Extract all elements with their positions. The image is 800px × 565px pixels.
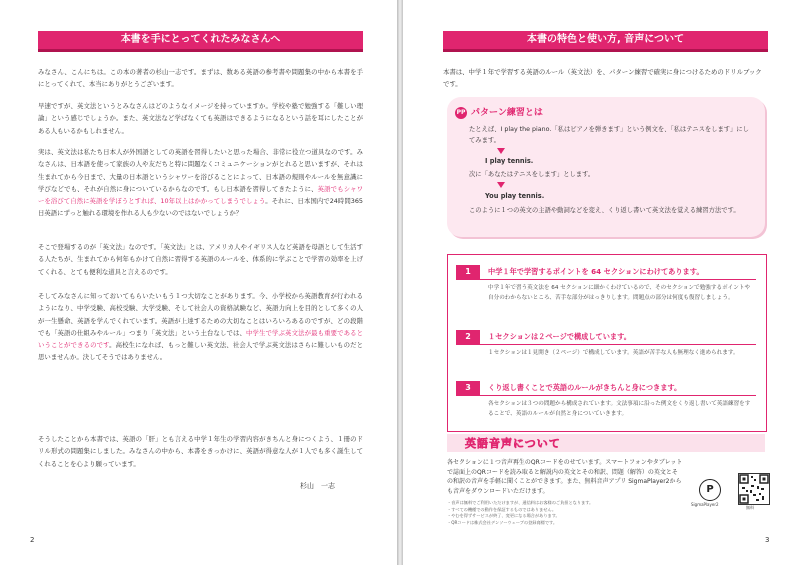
feature-1-number: 1 — [456, 265, 480, 279]
audio-section-header — [447, 434, 765, 452]
left-page-banner: 本書を手にとってくれたみなさんへ — [38, 31, 363, 52]
feature-1-title — [456, 265, 756, 280]
audio-note-3: ・やむを得ずサービスが終了、変更になる場合があります。 — [447, 513, 560, 518]
feature-3-title — [456, 381, 756, 396]
feature-3-number: 3 — [456, 381, 480, 395]
right-page-banner: 本書の特色と使い方, 音声について — [443, 31, 768, 52]
paragraph-grammar-tool-tail: 。それに、日本国内で24時間365日英語にずっと触れる環境を作れる人も少ないのではないでしょうか？ — [38, 197, 363, 218]
pattern-practice-card — [447, 97, 765, 237]
page-number-right: 3 — [765, 536, 770, 544]
highlight-ten-years: 英語でもシャワーを浴びて自然に英語を学ぼうとすれば、10年以上はかかってしまうでしょう — [38, 184, 364, 206]
features-box — [447, 254, 767, 432]
paragraph-closing: そうしたことから本書では、英語の「肝」とも言える中学１年生の学習内容がきちんと身につくよう、１冊のドリル形式の問題集にしました。みなさんの中から、本書をきっかけに、英語が得意な人が１人でも多く誕生してくれることを心より願っています。 — [38, 435, 363, 468]
page-number-left: 2 — [30, 536, 35, 544]
paragraph-image-of-grammar: 早速ですが、英文法というとみなさんはどのようなイメージを持っていますか。学校や塾で勉強する「難しい理論」という感じでしょうか。また、英文法など学ばなくても英語はできるようになるという話を耳にしたことがある人もいるかもしれません。 — [38, 102, 363, 135]
right-page — [403, 0, 800, 565]
paragraph-what-is-grammar: そこで登場するのが「英文法」なのです。「英文法」とは、アメリカ人やイギリス人など英語を母語として生活する人たちが、生まれてから何年もかけて自然に習得する英語のルールを、体系的に学ぶことで学習の効率を上げてくれる、とても便利な道具と言えるのです。 — [38, 243, 363, 276]
audio-notes — [447, 500, 683, 526]
audio-note-4: ・QRコードは株式会社デンソーウェーブの登録商標です。 — [447, 519, 558, 525]
paragraph-importance-tail: 。高校生になれば、もっと難しい英文法、社会人で学ぶ英文法はさらに難しいものだと思いませんか。決してそうではありません。 — [38, 341, 363, 362]
pattern-example-2: You play tennis. — [485, 192, 545, 200]
audio-note-2: ・すべての機種での動作を保証するものではありません。 — [447, 506, 557, 512]
author-signature: 杉山 一志 — [300, 482, 335, 490]
qr-code-icon[interactable] — [738, 473, 770, 505]
paragraph-importance — [38, 290, 363, 364]
paragraph-grammar-tool — [38, 146, 363, 220]
feature-2-title — [456, 330, 756, 345]
feature-3-description: 各セクションは３つの問題から構成されています。文法事項に沿った例文をくり返し書いて英語練習をすることで、英語のルールが自然と身についていきます。 — [488, 401, 751, 417]
feature-1-description: 中学１年で習う英文法を 64 セクションに細かくわけているので、そのセクションで勉強するポイントや自分のわからないところ、苦手な部分がはっきりします。問題点の部分は何度も復習しましょう。 — [488, 285, 751, 301]
feature-2-number: 2 — [456, 330, 480, 344]
pattern-practice-title: パターン練習とは — [471, 108, 543, 118]
audio-section-title: 英語音声について — [465, 437, 561, 450]
feature-2-title-text: １セクションは２ページで構成しています。 — [488, 332, 631, 341]
pattern-line-3: このように１つの英文の主語や動詞などを変え、くり返し書いて英文法を覚える練習方法です。 — [469, 207, 740, 214]
arrow-down-icon — [497, 148, 505, 154]
highlight-junior-high: 中学生で学ぶ英文法が最も重要であるということができるのです — [38, 328, 364, 350]
pattern-line-1: たとえば、I play the piano.「私はピアノを弾きます」という例文を、「私はテニスをします」にしてみます。 — [469, 126, 749, 144]
pattern-line-2: 次に「あなたはテニスをします」とします。 — [469, 171, 595, 178]
audio-description: 各セクションに１つ音声再生のQRコードをのせています。スマートフォンやタブレットで誌面上のQRコードを読み取ると解説内の英文とその和訳、問題（解答）の英文とその和訳の音声を手軽に聞くことができます。また、無料音声アプリ SigmaPlayer2からも音声をダウンロードいただけます。 — [447, 459, 683, 495]
qr-caption: 無料 — [746, 505, 754, 510]
sigmaplayer-caption: SigmaPlayer2 — [691, 502, 719, 507]
pattern-practice-heading — [455, 105, 543, 119]
pattern-badge-icon: PP — [455, 107, 467, 119]
feature-2-description: １セクションは１見開き（２ページ）で構成しています。英語が苦手な人も無理なく進められます。 — [488, 350, 739, 356]
paragraph-grammar-tool-text: 実は、英文法は私たち日本人が外国語としての英語を習得したいと思った場合、非常に役立つ道具なのです。みなさんは、日本語を使って家族の人や友だちと特に問題なくコミュニケーションがとれると思いますが、それは生まれてから今日まで、大量の日本語というシャワーを浴びることによって、日本語の規則やルールを無意識に学びなどでも、それが自然に身についているからなのです。もし日本語を習得してきたように、 — [38, 148, 363, 193]
sigmaplayer-logo-icon: P — [699, 479, 721, 501]
arrow-down-icon — [497, 182, 505, 188]
intro-text: 本書は、中学１年で学習する英語のルール（英文法）を、パターン練習で確実に身につけるためのドリルブックです。 — [443, 68, 762, 88]
paragraph-greeting: みなさん、こんにちは。この本の著者の杉山一志です。まずは、数ある英語の参考書や問題集の中から本書を手にとってくれて、本当にありがとうございます。 — [38, 68, 363, 89]
feature-1-title-text: 中学１年で学習するポイントを 64 セクションにわけてあります。 — [488, 267, 704, 276]
audio-note-1: ・音声は無料でご利用いただけますが、通信料はお客様のご負担となります。 — [447, 500, 594, 505]
paragraph-importance-text: そしてみなさんに知っておいてもらいたいもう１つ大切なことがあります。今、小学校から英語教育が行われるようになり、中学受験、高校受験、大学受験、そして社会人の資格試験など、英語力向上を目的として多くの人が一生懸命、英語を学んでくれています。英語が上達するための大切なことはいろいろあるのですが、どの段階でも「英語の仕組みやルール」つまり「英文法」という土台なしでは、 — [38, 292, 363, 337]
pattern-example-1: I play tennis. — [485, 157, 534, 165]
left-page — [0, 0, 397, 565]
feature-3-title-text: くり返し書くことで英語のルールがきちんと身につきます。 — [488, 383, 682, 392]
